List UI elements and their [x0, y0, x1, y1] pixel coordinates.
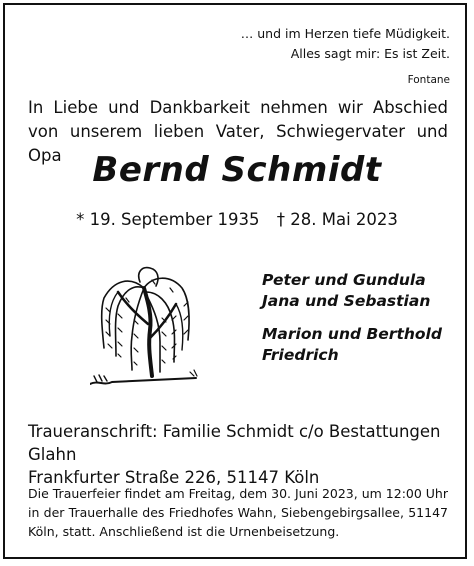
weeping-willow-icon — [90, 258, 200, 398]
quote-line-2: Alles sagt mir: Es ist Zeit. — [290, 46, 450, 61]
mourner-name: Marion und Berthold — [262, 325, 442, 343]
epigraph-quote — [241, 24, 450, 90]
mourner-name: Jana und Sebastian — [262, 292, 431, 310]
deceased-name: Bernd Schmidt — [92, 150, 382, 190]
quote-author: Fontane — [407, 74, 450, 86]
mourner-name: Friedrich — [262, 346, 339, 364]
quote-line-1: … und im Herzen tiefe Müdigkeit. — [240, 26, 450, 41]
funeral-notice: Die Trauerfeier findet am Freitag, dem 30. Juni 2023, um 12:00 Uhr in der Trauerhalle des Friedhofes Wahn, Siebengebirgsallee, 51147 Köln, statt. Anschließend ist die Urnenbeisetzung. — [28, 486, 448, 539]
address-line-1: Traueranschrift: Familie Schmidt c/o Bestattungen Glahn — [28, 422, 441, 464]
mourner-name: Peter und Gundula — [262, 271, 426, 289]
mourning-address — [28, 420, 474, 489]
address-line-2: Frankfurter Straße 226, 51147 Köln — [28, 468, 320, 487]
life-dates — [0, 210, 474, 229]
birth-date: * 19. September 1935 — [76, 210, 260, 229]
intro-text: In Liebe und Dankbarkeit nehmen wir Abschied von unserem lieben Vater, Schwiegervater und Opa — [28, 98, 448, 165]
mourners-list — [262, 270, 442, 366]
death-date: † 28. Mai 2023 — [276, 210, 398, 229]
